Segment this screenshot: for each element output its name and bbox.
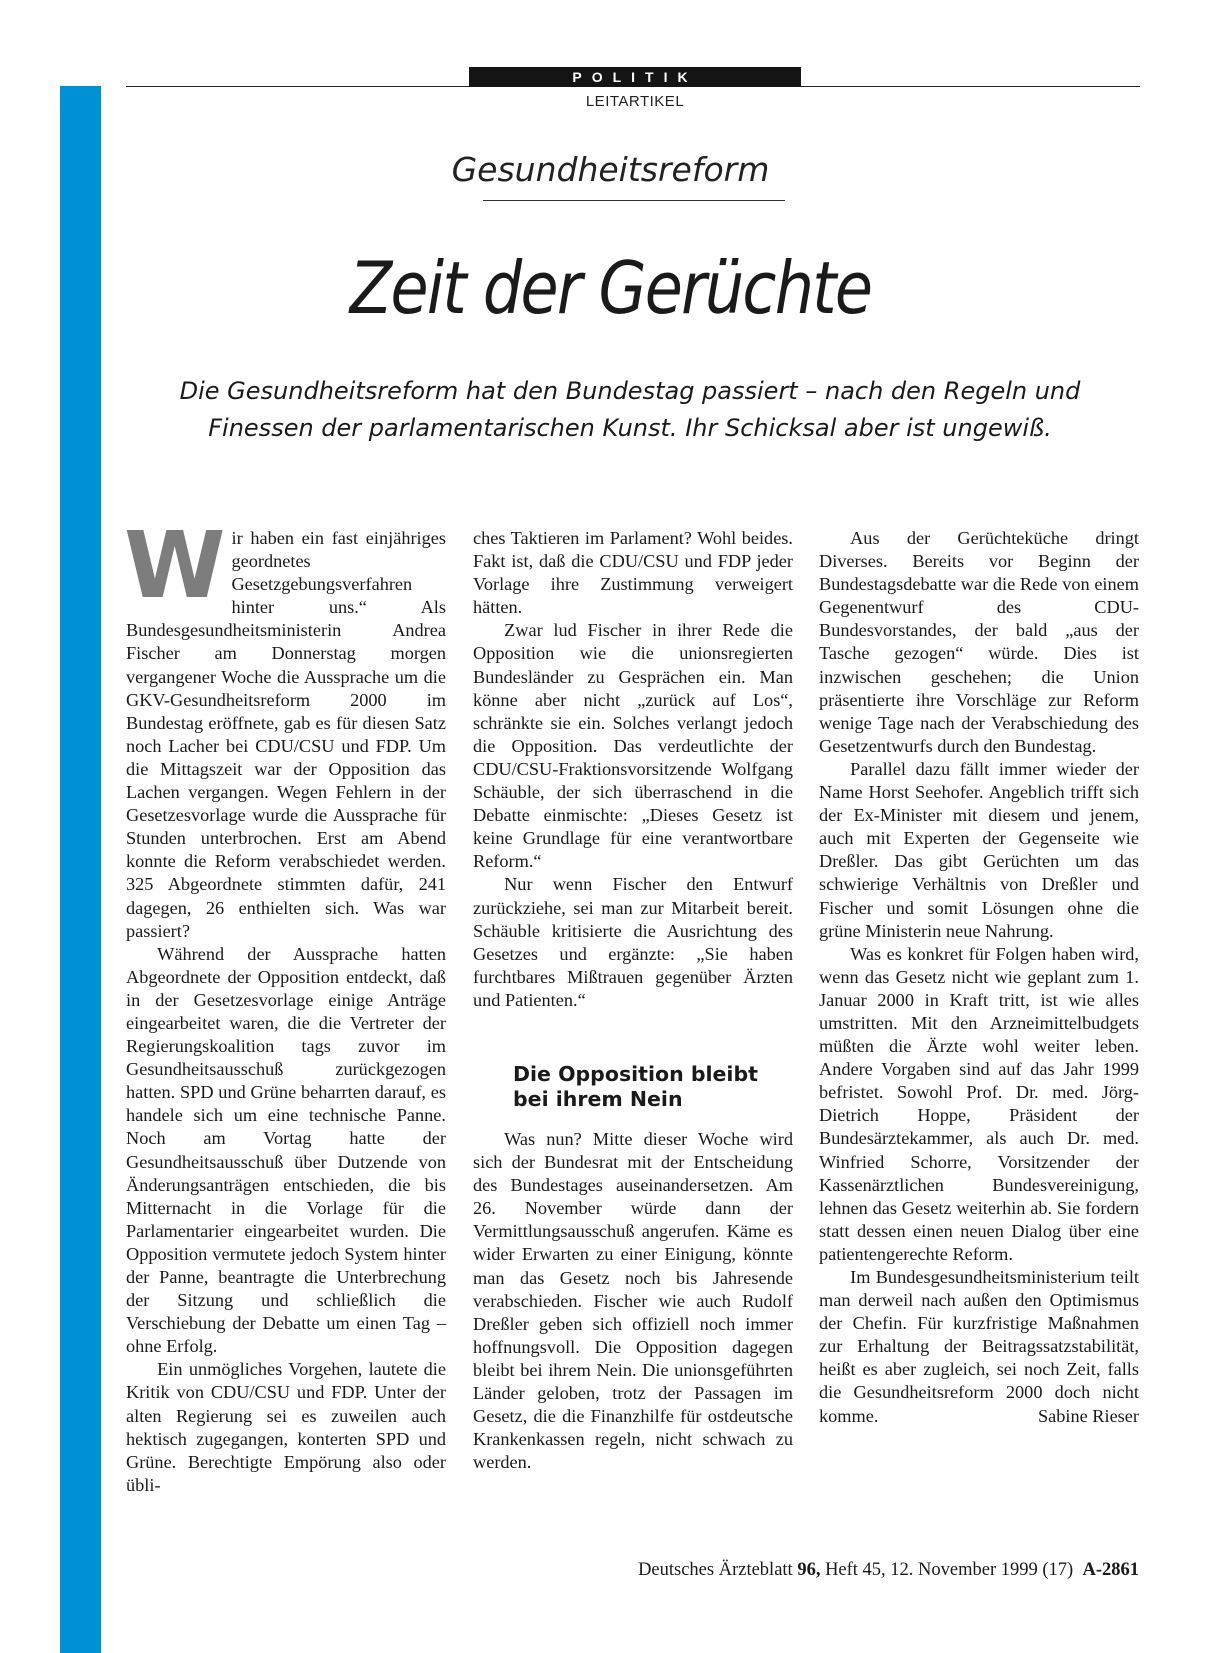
text-column-1 (124, 512, 446, 1497)
paragraph: Was es konkret für Folgen haben wird, wenn das Gesetz nicht wie geplant zum 1. Januar 2000 in Kraft tritt, ist wie alles umstritten. Mit den Arzneimittelbudgets müßten die Ärzte wohl weiter leben. Andere Vorgaben sind auf das Jahr 1999 befristet. Sowohl Prof. Dr. med. Jörg-Dietrich Hoppe, Präsident der Bundesärztekammer, als auch Dr. med. Winfried Schorre, Vorsitzender der Kassenärztlichen Bundesvereinigung, lehnen das Gesetz weiterhin ab. Sie fordern statt dessen einen neuen Dialog über eine patientengerechte Reform. (819, 943, 1139, 1264)
article-lead (150, 373, 1110, 447)
article-kicker: Gesundheitsreform (451, 150, 770, 189)
page-footer (638, 1560, 1139, 1581)
paragraph: Während der Aussprache hatten Abgeordnete der Opposition entdeckt, daß in der Gesetzesvorlage einige Anträge eingearbeitet waren, die die Vertreter der Regierungskoalition tags zuvor im Gesundheitsausschuß zurückgezogen hatten. SPD und Grüne beharrten darauf, es handele sich um eine technische Panne. Noch am Vortag hatte der Gesundheitsausschuß über Dutzende von Änderungsanträgen entschieden, die bis Mitternacht in die Vorlage für die Parlamentarier eingearbeitet wurden. Die Opposition vermutete jedoch System hinter der Panne, beantragte die Unterbrechung der Sitzung und schließlich die Verschiebung der Debatte um einen Tag – ohne Erfolg. (126, 943, 446, 1357)
section-subheading (513, 1062, 793, 1112)
paragraph: Aus der Gerüchteküche dringt Diverses. Bereits vor Beginn der Bundestagsdebatte war die Rede von einem Gegenentwurf des CDU-Bundesvorstandes, der bald „aus der Tasche gezogen“ würde. Dies ist inzwischen geschehen; die Union präsentierte ihre Vorschläge zur Reform wenige Tage nach der Verabschiedung des Gesetzentwurfs durch den Bundestag. (819, 528, 1139, 756)
paragraph: Zwar lud Fischer in ihrer Rede die Opposition wie die unionsregierten Bundesländer zu Gesprächen ein. Man könne aber nicht „zurück auf Los“, schränkte sie ein. Solches verlangt jedoch die Opposition. Das verdeutlichte der CDU/CSU-Fraktionsvorsitzende Wolfgang Schäuble, der sich überraschend in die Debatte einmischte: „Dieses Gesetz ist keine Grundlage für eine verantwortbare Reform.“ (473, 620, 793, 872)
kicker-underline (483, 200, 785, 201)
section-label: POLITIK (469, 67, 801, 87)
text-column-2 (473, 527, 793, 1474)
subsection-label: LEITARTIKEL (585, 93, 685, 110)
paragraph: ir haben ein fast einjähriges geordnetes Gesetzgebungsverfahren hinter uns.“ Als Bundesgesundheitsministerin Andrea Fischer am Donnerstag morgen vergangener Woche die Aussprache um die GKV-Gesundheitsreform 2000 im Bundestag eröffnete, gab es für diesen Satz noch Lacher bei CDU/CSU und FDP. Um die Mittagszeit war der Opposition das Lachen vergangen. Wegen Fehlern in der Gesetzesvorlage wurde die Aussprache für Stunden unterbrochen. Erst am Abend konnte die Reform verabschiedet werden. 325 Abgeordnete stimmten dafür, 241 dagegen, 26 enthielten sich. Was war passiert? (126, 528, 446, 941)
page-number: A-2861 (1082, 1560, 1139, 1580)
issue-info: Heft 45, 12. November 1999 (17) (825, 1560, 1074, 1580)
paragraph: ches Taktieren im Parlament? Wohl beides. Fakt ist, daß die CDU/CSU und FDP jeder Vorlage ihre Zustimmung verweigert hätten. (473, 528, 793, 618)
subheading-line-1: Die Opposition bleibt (513, 1061, 758, 1086)
paragraph: Nur wenn Fischer den Entwurf zurückziehe, sei man zur Mitarbeit bereit. Schäuble kritisierte die Ausrichtung des Gesetzes und ergänzte: „Sie haben furchtbares Mißtrauen gegenüber Ärzten und Patienten.“ (473, 874, 793, 1010)
lead-line-1: Die Gesundheitsreform hat den Bundestag passiert – nach den Regeln und (179, 377, 1081, 405)
subheading-line-2: bei ihrem Nein (513, 1086, 683, 1111)
journal-name: Deutsches Ärzteblatt (638, 1560, 793, 1580)
article-title: Zeit der Gerüchte (349, 246, 872, 330)
journal-volume: 96, (797, 1560, 821, 1580)
final-paragraph (819, 1266, 1139, 1428)
drop-cap: W (124, 512, 226, 619)
author-signature: Sabine Rieser (1037, 1405, 1139, 1426)
paragraph: Ein unmögliches Vorgehen, lautete die Kritik von CDU/CSU und FDP. Unter der alten Regierung sei es zuweilen auch hektisch zugegangen, konterten SPD und Grüne. Berechtigte Empörung also oder übli- (126, 1359, 446, 1495)
paragraph-text: Im Bundesgesundheitsministerium teilt man derweil nach außen den Optimismus der Chefin. Für kurzfristige Maßnahmen zur Erhaltung der Beitragssatzstabilität, heißt es aber zugleich, sei noch Zeit, falls die Gesundheitsreform 2000 doch nicht komme. (819, 1267, 1139, 1426)
paragraph: Was nun? Mitte dieser Woche wird sich der Bundesrat mit der Entscheidung des Bundestages auseinandersetzen. Am 26. November würde dann der Vermittlungsausschuß angerufen. Käme es wider Erwarten zu einer Einigung, könnte man das Gesetz noch bis Jahresende verabschieden. Fischer wie auch Rudolf Dreßler geben sich offiziell noch immer hoffnungsvoll. Die Opposition dagegen bleibt bei ihrem Nein. Die unionsgeführten Länder geloben, trotz der Passagen im Gesetz, die die Finanzhilfe für ostdeutsche Krankenkassen regeln, nicht schwach zu werden. (473, 1128, 793, 1473)
text-column-3 (819, 527, 1139, 1428)
paragraph: Parallel dazu fällt immer wieder der Name Horst Seehofer. Angeblich trifft sich der Ex-Minister mit diesem und jenem, auch mit Experten der Gegenseite wie Dreßler. Das gibt Gerüchten um das schwierige Verhältnis von Dreßler und Fischer und somit Lösungen ohne die grüne Ministerin neue Nahrung. (819, 758, 1139, 941)
lead-line-2: Finessen der parlamentarischen Kunst. Ihr Schicksal aber ist ungewiß. (208, 414, 1052, 442)
